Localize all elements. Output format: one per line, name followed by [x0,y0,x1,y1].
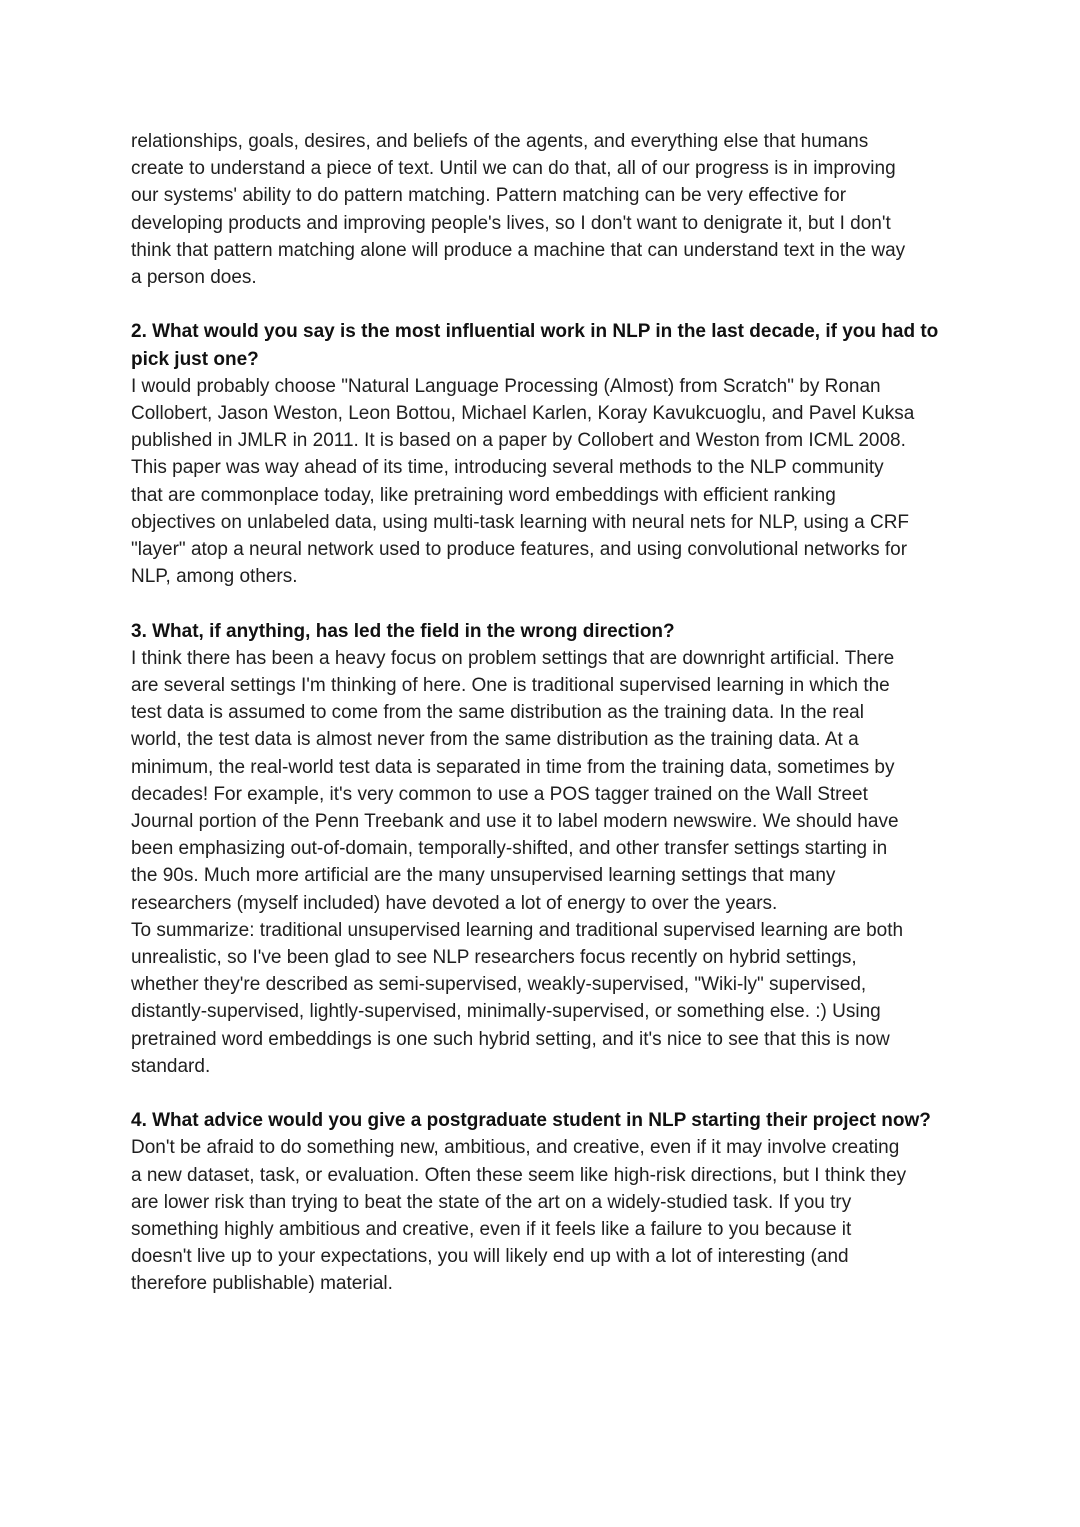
answer-2-paragraph: I would probably choose "Natural Language Processing (Almost) from Scratch" by Ronan Collobert, Jason Weston, Leon Bottou, Michael Karlen, Koray Kavukcuoglu, and Pavel Kuksa published in JMLR in 2011. It is based on a paper by Collobert and Weston from ICML 2008. This paper was way ahead of its time, introducing several methods to the NLP community that are commonplace today, like pretraining word embeddings with efficient ranking objectives on unlabeled data, using multi-task learning with neural nets for NLP, using a CRF "layer" atop a neural network used to produce features, and using convolutional networks for NLP, among others. [131,375,915,588]
section-gap [131,590,961,617]
intro-paragraph: relationships, goals, desires, and beliefs of the agents, and everything else that humans create to understand a piece of text. Until we can do that, all of our progress is in improving our systems' ability to do pattern matching. Pattern matching can be very effective for developing products and improving people's lives, so I don't want to denigrate it, but I don't think that pattern matching alone will produce a machine that can understand text in the way a person does. [131,131,906,289]
section-gap [131,291,961,318]
answer-3-paragraph-2: To summarize: traditional unsupervised learning and traditional supervised learning are both unrealistic, so I've been glad to see NLP researchers focus recently on hybrid settings, whether they're described as semi-supervised, weakly-supervised, "Wiki-ly" supervised, distantly-supervised, lightly-supervised, minimally-supervised, or something else. :) Using pretrained word embeddings is one such hybrid setting, and it's nice to see that this is now standard. [131,919,904,1077]
question-2-heading: 2. What would you say is the most influential work in NLP in the last decade, if you had to pick just one? [131,321,939,370]
answer-3-paragraph-1: I think there has been a heavy focus on problem settings that are downright artificial. There are several settings I'm thinking of here. One is traditional supervised learning in which the test data is assumed to come from the same distribution as the training data. In the real world, the test data is almost never from the same distribution as the training data. At a minimum, the real-world test data is separated in time from the training data, sometimes by decades! For example, it's very common to use a POS tagger trained on the Wall Street Journal portion of the Penn Treebank and use it to label modern newswire. We should have been emphasizing out-of-domain, temporally-shifted, and other transfer settings starting in the 90s. Much more artificial are the many unsupervised learning settings that many researchers (myself included) have devoted a lot of energy to over the years. [131,647,899,914]
answer-4-paragraph: Don't be afraid to do something new, ambitious, and creative, even if it may involve creating a new dataset, task, or evaluation. Often these seem like high-risk directions, but I think they are lower risk than trying to beat the state of the art on a widely-studied task. If you try something highly ambitious and creative, even if it feels like a failure to you because it doesn't live up to your expectations, you will likely end up with a lot of interesting (and therefore publishable) material. [131,1137,907,1295]
question-3-heading: 3. What, if anything, has led the field in the wrong direction? [131,620,675,642]
section-gap [131,1080,961,1107]
document-page [131,128,961,1298]
question-4-heading: 4. What advice would you give a postgraduate student in NLP starting their project now? [131,1110,931,1132]
